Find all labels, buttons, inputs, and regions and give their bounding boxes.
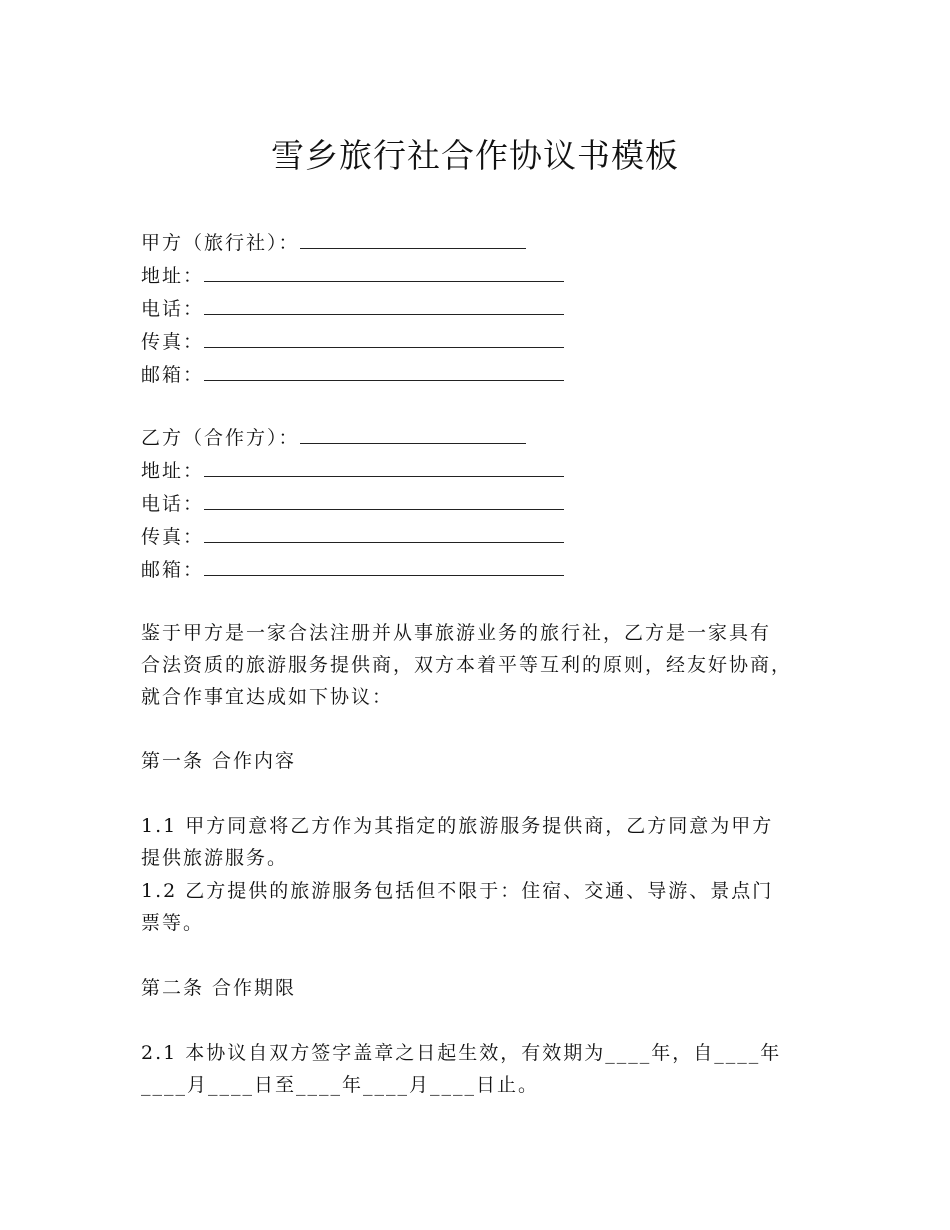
party-b-phone-row bbox=[141, 491, 564, 517]
preamble-line-3: 就合作事宜达成如下协议： bbox=[141, 686, 394, 708]
party-b-label: 乙方（合作方）： bbox=[141, 427, 300, 449]
party-a-blank[interactable] bbox=[300, 230, 526, 249]
party-a-phone-row bbox=[141, 296, 564, 322]
party-b-phone-blank[interactable] bbox=[204, 491, 564, 510]
party-a-address-row bbox=[141, 263, 564, 289]
party-b-blank[interactable] bbox=[300, 425, 526, 444]
article-1-line-2: 提供旅游服务。 bbox=[141, 847, 289, 869]
party-b-fax-row bbox=[141, 524, 564, 550]
party-a-email-row bbox=[141, 362, 564, 388]
article-1-line-1: 1.1 甲方同意将乙方作为其指定的旅游服务提供商，乙方同意为甲方 bbox=[141, 815, 774, 837]
article-1-line-3: 1.2 乙方提供的旅游服务包括但不限于：住宿、交通、导游、景点门 bbox=[141, 880, 774, 902]
party-a-address-blank[interactable] bbox=[204, 263, 564, 282]
article-1-line-4: 票等。 bbox=[141, 912, 205, 934]
party-b-phone-label: 电话： bbox=[141, 493, 205, 515]
party-b-fax-label: 传真： bbox=[141, 526, 205, 548]
article-2-line-1: 2.1 本协议自双方签字盖章之日起生效，有效期为____年，自____年 bbox=[141, 1042, 782, 1064]
article-2-line-2: ____月____日至____年____月____日止。 bbox=[141, 1074, 540, 1096]
party-b-fax-blank[interactable] bbox=[204, 524, 564, 543]
party-a-fax-label: 传真： bbox=[141, 331, 205, 353]
party-b-email-label: 邮箱： bbox=[141, 559, 205, 581]
party-a-email-label: 邮箱： bbox=[141, 364, 205, 386]
party-b-email-blank[interactable] bbox=[204, 557, 564, 576]
party-b-address-blank[interactable] bbox=[204, 458, 564, 477]
party-a-phone-label: 电话： bbox=[141, 298, 205, 320]
party-a-fax-blank[interactable] bbox=[204, 329, 564, 348]
party-b-row bbox=[141, 425, 526, 451]
party-a-row bbox=[141, 230, 526, 256]
party-a-email-blank[interactable] bbox=[204, 362, 564, 381]
party-a-label: 甲方（旅行社）： bbox=[141, 232, 300, 254]
document-title: 雪乡旅行社合作协议书模板 bbox=[271, 136, 679, 175]
party-a-fax-row bbox=[141, 329, 564, 355]
party-b-email-row bbox=[141, 557, 564, 583]
party-b-address-label: 地址： bbox=[141, 460, 205, 482]
preamble-line-1: 鉴于甲方是一家合法注册并从事旅游业务的旅行社，乙方是一家具有 bbox=[141, 622, 772, 644]
article-1-heading: 第一条 合作内容 bbox=[141, 750, 297, 772]
party-a-phone-blank[interactable] bbox=[204, 296, 564, 315]
party-b-address-row bbox=[141, 458, 564, 484]
article-2-heading: 第二条 合作期限 bbox=[141, 977, 297, 999]
preamble-line-2: 合法资质的旅游服务提供商，双方本着平等互利的原则，经友好协商， bbox=[141, 654, 793, 676]
party-a-address-label: 地址： bbox=[141, 265, 205, 287]
